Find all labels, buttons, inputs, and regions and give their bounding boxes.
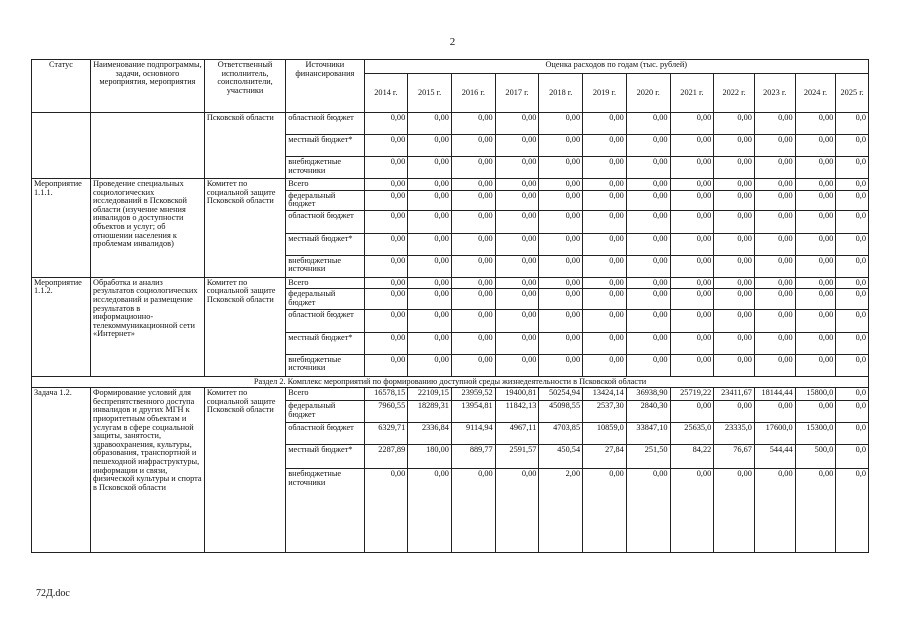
name-cell xyxy=(90,113,204,179)
value-cell: 0,00 xyxy=(364,233,408,255)
value-cell: 0,00 xyxy=(583,190,627,210)
value-cell: 0,00 xyxy=(714,210,755,233)
value-cell: 0,00 xyxy=(539,309,583,332)
value-cell: 23335,0 xyxy=(714,423,755,445)
value-cell: 0,00 xyxy=(795,289,836,309)
value-cell: 0,00 xyxy=(364,113,408,135)
value-cell: 0,00 xyxy=(495,157,539,179)
value-cell: 2840,30 xyxy=(626,401,670,423)
year-header: 2025 г. xyxy=(836,74,869,113)
value-cell: 0,0 xyxy=(836,113,869,135)
value-cell: 2537,30 xyxy=(583,401,627,423)
value-cell: 0,00 xyxy=(495,113,539,135)
value-cell: 0,00 xyxy=(670,309,714,332)
value-cell: 0,0 xyxy=(836,354,869,376)
value-cell: 0,00 xyxy=(495,309,539,332)
value-cell: 0,00 xyxy=(451,469,495,553)
value-cell: 0,00 xyxy=(754,289,795,309)
value-cell: 7960,55 xyxy=(364,401,408,423)
value-cell: 0,00 xyxy=(714,135,755,157)
value-cell: 0,00 xyxy=(754,179,795,191)
value-cell: 0,00 xyxy=(626,255,670,277)
value-cell: 0,00 xyxy=(795,210,836,233)
value-cell: 0,00 xyxy=(754,332,795,354)
value-cell: 0,00 xyxy=(495,233,539,255)
status-cell: Мероприятие 1.1.1. xyxy=(32,179,91,278)
value-cell: 0,00 xyxy=(714,179,755,191)
source-cell: областной бюджет xyxy=(286,309,364,332)
value-cell: 0,0 xyxy=(836,210,869,233)
value-cell: 0,00 xyxy=(583,255,627,277)
value-cell: 25719,22 xyxy=(670,388,714,401)
value-cell: 19400,81 xyxy=(495,388,539,401)
value-cell: 0,00 xyxy=(670,190,714,210)
value-cell: 0,00 xyxy=(626,309,670,332)
value-cell: 0,00 xyxy=(714,233,755,255)
value-cell: 0,0 xyxy=(836,388,869,401)
source-cell: местный бюджет* xyxy=(286,233,364,255)
value-cell: 0,00 xyxy=(408,289,452,309)
value-cell: 0,00 xyxy=(583,179,627,191)
value-cell: 0,00 xyxy=(539,113,583,135)
value-cell: 0,00 xyxy=(539,255,583,277)
value-cell: 0,00 xyxy=(364,255,408,277)
value-cell: 0,00 xyxy=(364,354,408,376)
value-cell: 0,00 xyxy=(583,135,627,157)
year-header: 2016 г. xyxy=(451,74,495,113)
value-cell: 0,00 xyxy=(795,179,836,191)
value-cell: 0,00 xyxy=(670,255,714,277)
value-cell: 180,00 xyxy=(408,445,452,469)
value-cell: 15800,0 xyxy=(795,388,836,401)
value-cell: 76,67 xyxy=(714,445,755,469)
value-cell: 0,00 xyxy=(583,354,627,376)
value-cell: 16578,15 xyxy=(364,388,408,401)
value-cell: 0,00 xyxy=(626,157,670,179)
source-cell: местный бюджет* xyxy=(286,135,364,157)
value-cell: 0,00 xyxy=(714,401,755,423)
value-cell: 0,00 xyxy=(495,332,539,354)
value-cell: 0,00 xyxy=(539,277,583,289)
year-header: 2018 г. xyxy=(539,74,583,113)
value-cell: 17600,0 xyxy=(754,423,795,445)
value-cell: 0,00 xyxy=(670,289,714,309)
value-cell: 0,00 xyxy=(451,157,495,179)
value-cell: 50254,94 xyxy=(539,388,583,401)
value-cell: 0,0 xyxy=(836,469,869,553)
value-cell: 0,00 xyxy=(754,309,795,332)
year-header: 2015 г. xyxy=(408,74,452,113)
value-cell: 0,00 xyxy=(495,210,539,233)
value-cell: 0,0 xyxy=(836,135,869,157)
value-cell: 0,0 xyxy=(836,423,869,445)
value-cell: 0,00 xyxy=(714,354,755,376)
value-cell: 0,00 xyxy=(795,157,836,179)
page-number: 2 xyxy=(449,36,456,48)
value-cell: 0,00 xyxy=(670,354,714,376)
value-cell: 0,00 xyxy=(408,210,452,233)
value-cell: 0,0 xyxy=(836,445,869,469)
header-name: Наименование подпрограммы, задачи, основного мероприятия, мероприятия xyxy=(90,60,204,113)
value-cell: 15300,0 xyxy=(795,423,836,445)
name-cell: Обработка и анализ результатов социологических исследований и размещение результатов в информационно-телекоммуникационной сети «Интернет» xyxy=(90,277,204,376)
value-cell: 0,00 xyxy=(539,157,583,179)
value-cell: 0,00 xyxy=(714,157,755,179)
year-header: 2017 г. xyxy=(495,74,539,113)
value-cell: 0,00 xyxy=(670,233,714,255)
value-cell: 0,00 xyxy=(670,210,714,233)
value-cell: 0,00 xyxy=(583,157,627,179)
value-cell: 0,00 xyxy=(364,277,408,289)
year-header: 2024 г. xyxy=(795,74,836,113)
source-cell: местный бюджет* xyxy=(286,445,364,469)
value-cell: 0,00 xyxy=(364,190,408,210)
value-cell: 0,00 xyxy=(451,233,495,255)
value-cell: 0,00 xyxy=(714,309,755,332)
value-cell: 0,00 xyxy=(754,401,795,423)
value-cell: 0,00 xyxy=(408,190,452,210)
value-cell: 0,00 xyxy=(583,233,627,255)
value-cell: 0,00 xyxy=(795,113,836,135)
value-cell: 0,00 xyxy=(626,354,670,376)
value-cell: 0,00 xyxy=(626,233,670,255)
value-cell: 0,00 xyxy=(583,210,627,233)
value-cell: 0,00 xyxy=(408,332,452,354)
value-cell: 45098,55 xyxy=(539,401,583,423)
value-cell: 251,50 xyxy=(626,445,670,469)
value-cell: 2287,89 xyxy=(364,445,408,469)
value-cell: 0,00 xyxy=(714,289,755,309)
value-cell: 0,00 xyxy=(795,469,836,553)
value-cell: 2591,57 xyxy=(495,445,539,469)
value-cell: 0,00 xyxy=(714,332,755,354)
value-cell: 0,00 xyxy=(714,469,755,553)
value-cell: 0,00 xyxy=(408,135,452,157)
value-cell: 0,00 xyxy=(583,113,627,135)
value-cell: 0,00 xyxy=(451,289,495,309)
source-cell: областной бюджет xyxy=(286,113,364,135)
value-cell: 0,00 xyxy=(408,233,452,255)
table-header xyxy=(32,60,869,113)
value-cell: 0,00 xyxy=(451,190,495,210)
year-header: 2023 г. xyxy=(754,74,795,113)
value-cell: 0,00 xyxy=(583,289,627,309)
value-cell: 0,00 xyxy=(670,157,714,179)
value-cell: 0,00 xyxy=(495,179,539,191)
value-cell: 0,00 xyxy=(364,332,408,354)
value-cell: 0,00 xyxy=(495,135,539,157)
source-cell: внебюджетные источники xyxy=(286,354,364,376)
footer-filename: 72Д.doc xyxy=(36,588,70,599)
value-cell: 0,00 xyxy=(670,135,714,157)
table-body xyxy=(32,113,869,553)
header-sources: Источники финансирования xyxy=(286,60,364,113)
value-cell: 33847,10 xyxy=(626,423,670,445)
value-cell: 0,0 xyxy=(836,332,869,354)
value-cell: 0,00 xyxy=(364,469,408,553)
value-cell: 0,00 xyxy=(754,354,795,376)
value-cell: 0,00 xyxy=(626,190,670,210)
year-header: 2022 г. xyxy=(714,74,755,113)
value-cell: 0,00 xyxy=(754,135,795,157)
value-cell: 0,00 xyxy=(754,210,795,233)
source-cell: Всего xyxy=(286,277,364,289)
value-cell: 0,00 xyxy=(451,309,495,332)
value-cell: 0,00 xyxy=(539,210,583,233)
value-cell: 0,0 xyxy=(836,157,869,179)
value-cell: 0,00 xyxy=(539,190,583,210)
table-row xyxy=(32,179,869,191)
year-header: 2019 г. xyxy=(583,74,627,113)
value-cell: 0,0 xyxy=(836,255,869,277)
value-cell: 0,00 xyxy=(408,277,452,289)
status-cell xyxy=(32,113,91,179)
year-header: 2020 г. xyxy=(626,74,670,113)
value-cell: 0,00 xyxy=(451,332,495,354)
value-cell: 36938,90 xyxy=(626,388,670,401)
value-cell: 0,00 xyxy=(451,179,495,191)
value-cell: 0,00 xyxy=(451,135,495,157)
value-cell: 0,00 xyxy=(539,135,583,157)
value-cell: 0,00 xyxy=(583,469,627,553)
value-cell: 0,00 xyxy=(626,332,670,354)
value-cell: 2,00 xyxy=(539,469,583,553)
value-cell: 544,44 xyxy=(754,445,795,469)
value-cell: 0,00 xyxy=(754,233,795,255)
name-cell: Формирование условий для беспрепятственного доступа инвалидов и других МГН к приоритетным объектам и услугам в сфере социальной защиты, занятости, здравоохранения, культуры, образования, транспортной и пешеходной инфраструктуры, информации и связи, физической культуры и спорта в Псковской области xyxy=(90,388,204,553)
value-cell: 0,00 xyxy=(539,354,583,376)
source-cell: внебюджетные источники xyxy=(286,157,364,179)
value-cell: 10859,0 xyxy=(583,423,627,445)
source-cell: областной бюджет xyxy=(286,423,364,445)
value-cell: 0,00 xyxy=(626,113,670,135)
value-cell: 13424,14 xyxy=(583,388,627,401)
value-cell: 23411,67 xyxy=(714,388,755,401)
value-cell: 23959,52 xyxy=(451,388,495,401)
value-cell: 0,0 xyxy=(836,190,869,210)
value-cell: 0,00 xyxy=(795,255,836,277)
header-responsible: Ответственный исполнитель, соисполнители, участники xyxy=(204,60,285,113)
responsible-cell: Комитет по социальной защите Псковской области xyxy=(204,179,285,278)
value-cell: 4967,11 xyxy=(495,423,539,445)
value-cell: 0,00 xyxy=(795,277,836,289)
value-cell: 0,00 xyxy=(714,190,755,210)
value-cell: 0,00 xyxy=(626,277,670,289)
value-cell: 84,22 xyxy=(670,445,714,469)
value-cell: 0,00 xyxy=(714,113,755,135)
value-cell: 0,00 xyxy=(495,255,539,277)
value-cell: 0,00 xyxy=(670,469,714,553)
value-cell: 0,00 xyxy=(408,255,452,277)
value-cell: 0,00 xyxy=(626,289,670,309)
value-cell: 889,77 xyxy=(451,445,495,469)
source-cell: федеральный бюджет xyxy=(286,289,364,309)
year-header: 2014 г. xyxy=(364,74,408,113)
status-cell: Мероприятие 1.1.2. xyxy=(32,277,91,376)
value-cell: 0,00 xyxy=(754,255,795,277)
value-cell: 0,00 xyxy=(451,255,495,277)
value-cell: 0,00 xyxy=(754,190,795,210)
value-cell: 11842,13 xyxy=(495,401,539,423)
value-cell: 0,00 xyxy=(451,354,495,376)
value-cell: 2336,84 xyxy=(408,423,452,445)
value-cell: 0,00 xyxy=(754,113,795,135)
value-cell: 0,00 xyxy=(795,332,836,354)
value-cell: 0,00 xyxy=(364,179,408,191)
value-cell: 0,00 xyxy=(539,289,583,309)
value-cell: 0,00 xyxy=(795,401,836,423)
value-cell: 0,00 xyxy=(495,289,539,309)
value-cell: 500,0 xyxy=(795,445,836,469)
source-cell: Всего xyxy=(286,179,364,191)
value-cell: 0,00 xyxy=(408,469,452,553)
value-cell: 0,00 xyxy=(495,354,539,376)
value-cell: 0,00 xyxy=(670,332,714,354)
value-cell: 0,00 xyxy=(583,332,627,354)
section-title: Раздел 2. Комплекс мероприятий по формированию доступной среды жизнедеятельности в Псковской области xyxy=(32,376,869,388)
value-cell: 0,0 xyxy=(836,277,869,289)
value-cell: 0,00 xyxy=(714,255,755,277)
value-cell: 18144,44 xyxy=(754,388,795,401)
value-cell: 0,00 xyxy=(795,135,836,157)
value-cell: 0,00 xyxy=(670,277,714,289)
value-cell: 0,0 xyxy=(836,179,869,191)
value-cell: 0,00 xyxy=(451,277,495,289)
value-cell: 0,00 xyxy=(495,190,539,210)
value-cell: 0,00 xyxy=(795,190,836,210)
value-cell: 0,00 xyxy=(495,277,539,289)
status-cell: Задача 1.2. xyxy=(32,388,91,553)
value-cell: 0,00 xyxy=(364,157,408,179)
value-cell: 9114,94 xyxy=(451,423,495,445)
header-status: Статус xyxy=(32,60,91,113)
source-cell: областной бюджет xyxy=(286,210,364,233)
value-cell: 0,0 xyxy=(836,233,869,255)
value-cell: 0,00 xyxy=(364,309,408,332)
value-cell: 18289,31 xyxy=(408,401,452,423)
responsible-cell: Псковской области xyxy=(204,113,285,179)
value-cell: 0,00 xyxy=(670,401,714,423)
value-cell: 0,00 xyxy=(754,277,795,289)
value-cell: 0,00 xyxy=(626,469,670,553)
header-estimate: Оценка расходов по годам (тыс. рублей) xyxy=(364,60,868,74)
source-cell: внебюджетные источники xyxy=(286,255,364,277)
value-cell: 0,00 xyxy=(626,210,670,233)
value-cell: 0,00 xyxy=(539,233,583,255)
value-cell: 0,00 xyxy=(451,210,495,233)
value-cell: 0,00 xyxy=(364,135,408,157)
year-header: 2021 г. xyxy=(670,74,714,113)
value-cell: 450,54 xyxy=(539,445,583,469)
section-row xyxy=(32,376,869,388)
value-cell: 0,00 xyxy=(754,469,795,553)
value-cell: 0,00 xyxy=(408,113,452,135)
value-cell: 0,0 xyxy=(836,309,869,332)
value-cell: 6329,71 xyxy=(364,423,408,445)
value-cell: 0,00 xyxy=(495,469,539,553)
value-cell: 0,00 xyxy=(670,113,714,135)
value-cell: 0,00 xyxy=(754,157,795,179)
value-cell: 13954,81 xyxy=(451,401,495,423)
value-cell: 25635,0 xyxy=(670,423,714,445)
value-cell: 0,00 xyxy=(364,210,408,233)
value-cell: 0,00 xyxy=(408,309,452,332)
value-cell: 0,00 xyxy=(795,233,836,255)
value-cell: 0,00 xyxy=(408,157,452,179)
source-cell: федеральный бюджет xyxy=(286,401,364,423)
value-cell: 0,00 xyxy=(408,179,452,191)
responsible-cell: Комитет по социальной защите Псковской области xyxy=(204,388,285,553)
value-cell: 0,00 xyxy=(626,179,670,191)
value-cell: 22109,15 xyxy=(408,388,452,401)
source-cell: внебюджетные источники xyxy=(286,469,364,553)
value-cell: 0,00 xyxy=(714,277,755,289)
value-cell: 0,00 xyxy=(583,309,627,332)
value-cell: 0,00 xyxy=(539,332,583,354)
value-cell: 0,00 xyxy=(626,135,670,157)
responsible-cell: Комитет по социальной защите Псковской области xyxy=(204,277,285,376)
table-row xyxy=(32,388,869,401)
value-cell: 0,0 xyxy=(836,289,869,309)
value-cell: 0,00 xyxy=(451,113,495,135)
source-cell: Всего xyxy=(286,388,364,401)
value-cell: 0,00 xyxy=(539,179,583,191)
value-cell: 0,00 xyxy=(795,309,836,332)
source-cell: местный бюджет* xyxy=(286,332,364,354)
value-cell: 0,00 xyxy=(364,289,408,309)
table-row xyxy=(32,113,869,135)
value-cell: 0,00 xyxy=(583,277,627,289)
budget-table xyxy=(31,59,869,553)
value-cell: 0,00 xyxy=(795,354,836,376)
source-cell: федеральный бюджет xyxy=(286,190,364,210)
value-cell: 4703,85 xyxy=(539,423,583,445)
table-row xyxy=(32,277,869,289)
value-cell: 0,00 xyxy=(408,354,452,376)
value-cell: 27,84 xyxy=(583,445,627,469)
value-cell: 0,00 xyxy=(670,179,714,191)
value-cell: 0,0 xyxy=(836,401,869,423)
name-cell: Проведение специальных социологических исследований в Псковской области (изучение мнения инвалидов о доступности объектов и услуг; об отношении населения к проблемам инвалидов) xyxy=(90,179,204,278)
